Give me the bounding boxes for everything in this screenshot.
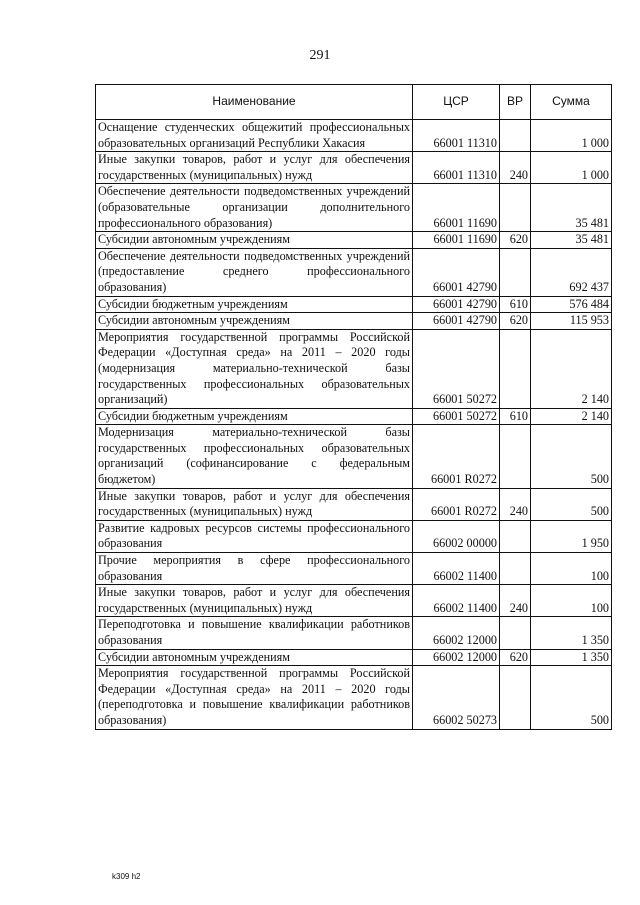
name-cell: Мероприятия государственной программы Российской Федерации «Доступная среда» на 2011 – 2020 годы (модернизация материально-технической базы государственных профессиональных образовательных организаций) bbox=[96, 329, 413, 408]
page-number: 291 bbox=[309, 48, 331, 63]
sum-cell: 1 350 bbox=[531, 649, 612, 666]
vr-cell: 620 bbox=[500, 313, 531, 330]
name-cell: Обеспечение деятельности подведомственных учреждений (предоставление среднего профессионального образования) bbox=[96, 248, 413, 296]
name-cell: Переподготовка и повышение квалификации работников образования bbox=[96, 617, 413, 649]
table-row bbox=[96, 184, 612, 232]
name-cell: Субсидии автономным учреждениям bbox=[96, 232, 413, 249]
name-cell: Субсидии автономным учреждениям bbox=[96, 649, 413, 666]
table-row bbox=[96, 313, 612, 330]
csr-cell: 66001 R0272 bbox=[413, 488, 500, 520]
name-cell: Иные закупки товаров, работ и услуг для обеспечения государственных (муниципальных) нужд bbox=[96, 152, 413, 184]
sum-cell: 1 950 bbox=[531, 520, 612, 552]
csr-cell: 66001 11310 bbox=[413, 152, 500, 184]
sum-cell: 500 bbox=[531, 488, 612, 520]
vr-cell: 610 bbox=[500, 296, 531, 313]
name-cell: Субсидии бюджетным учреждениям bbox=[96, 408, 413, 425]
table-row bbox=[96, 329, 612, 408]
header-name: Наименование bbox=[96, 85, 413, 120]
name-cell: Иные закупки товаров, работ и услуг для обеспечения государственных (муниципальных) нужд bbox=[96, 585, 413, 617]
vr-cell: 620 bbox=[500, 232, 531, 249]
name-cell: Субсидии автономным учреждениям bbox=[96, 313, 413, 330]
csr-cell: 66002 12000 bbox=[413, 649, 500, 666]
budget-table bbox=[95, 84, 612, 730]
csr-cell: 66001 R0272 bbox=[413, 425, 500, 488]
footer-code: k309 h2 bbox=[112, 872, 141, 881]
name-cell: Развитие кадровых ресурсов системы профессионального образования bbox=[96, 520, 413, 552]
csr-cell: 66002 12000 bbox=[413, 617, 500, 649]
sum-cell: 100 bbox=[531, 585, 612, 617]
name-cell: Обеспечение деятельности подведомственных учреждений (образовательные организации дополнительного профессионального образования) bbox=[96, 184, 413, 232]
table-row bbox=[96, 488, 612, 520]
vr-cell bbox=[500, 520, 531, 552]
csr-cell: 66002 11400 bbox=[413, 585, 500, 617]
sum-cell: 500 bbox=[531, 425, 612, 488]
csr-cell: 66001 42790 bbox=[413, 248, 500, 296]
table-row bbox=[96, 296, 612, 313]
sum-cell: 100 bbox=[531, 553, 612, 585]
table-header-row bbox=[96, 85, 612, 120]
sum-cell: 500 bbox=[531, 666, 612, 729]
sum-cell: 35 481 bbox=[531, 184, 612, 232]
table-row bbox=[96, 585, 612, 617]
name-cell: Субсидии бюджетным учреждениям bbox=[96, 296, 413, 313]
sum-cell: 35 481 bbox=[531, 232, 612, 249]
sum-cell: 2 140 bbox=[531, 329, 612, 408]
name-cell: Мероприятия государственной программы Российской Федерации «Доступная среда» на 2011 – 2020 годы (переподготовка и повышение квалификации работников образования) bbox=[96, 666, 413, 729]
header-vr: ВР bbox=[500, 85, 531, 120]
vr-cell bbox=[500, 248, 531, 296]
vr-cell: 240 bbox=[500, 152, 531, 184]
csr-cell: 66002 11400 bbox=[413, 553, 500, 585]
name-cell: Оснащение студенческих общежитий профессиональных образовательных организаций Республики Хакасия bbox=[96, 120, 413, 152]
vr-cell: 620 bbox=[500, 649, 531, 666]
csr-cell: 66001 50272 bbox=[413, 408, 500, 425]
name-cell: Прочие мероприятия в сфере профессионального образования bbox=[96, 553, 413, 585]
table-row bbox=[96, 425, 612, 488]
sum-cell: 576 484 bbox=[531, 296, 612, 313]
csr-cell: 66002 00000 bbox=[413, 520, 500, 552]
table-row bbox=[96, 553, 612, 585]
sum-cell: 2 140 bbox=[531, 408, 612, 425]
vr-cell: 610 bbox=[500, 408, 531, 425]
table-row bbox=[96, 617, 612, 649]
csr-cell: 66001 11690 bbox=[413, 184, 500, 232]
vr-cell bbox=[500, 425, 531, 488]
vr-cell: 240 bbox=[500, 488, 531, 520]
table-body bbox=[96, 120, 612, 730]
csr-cell: 66001 11690 bbox=[413, 232, 500, 249]
csr-cell: 66001 42790 bbox=[413, 313, 500, 330]
vr-cell: 240 bbox=[500, 585, 531, 617]
name-cell: Иные закупки товаров, работ и услуг для обеспечения государственных (муниципальных) нужд bbox=[96, 488, 413, 520]
name-cell: Модернизация материально-технической базы государственных профессиональных образовательных организаций (софинансирование с федеральным бюджетом) bbox=[96, 425, 413, 488]
vr-cell bbox=[500, 329, 531, 408]
header-csr: ЦСР bbox=[413, 85, 500, 120]
sum-cell: 1 350 bbox=[531, 617, 612, 649]
table-row bbox=[96, 666, 612, 729]
csr-cell: 66002 50273 bbox=[413, 666, 500, 729]
vr-cell bbox=[500, 184, 531, 232]
table-row bbox=[96, 232, 612, 249]
table-row bbox=[96, 120, 612, 152]
vr-cell bbox=[500, 666, 531, 729]
table-row bbox=[96, 408, 612, 425]
vr-cell bbox=[500, 553, 531, 585]
csr-cell: 66001 42790 bbox=[413, 296, 500, 313]
header-sum: Сумма bbox=[531, 85, 612, 120]
sum-cell: 1 000 bbox=[531, 152, 612, 184]
sum-cell: 115 953 bbox=[531, 313, 612, 330]
csr-cell: 66001 11310 bbox=[413, 120, 500, 152]
sum-cell: 692 437 bbox=[531, 248, 612, 296]
vr-cell bbox=[500, 617, 531, 649]
vr-cell bbox=[500, 120, 531, 152]
table-row bbox=[96, 649, 612, 666]
table-row bbox=[96, 248, 612, 296]
sum-cell: 1 000 bbox=[531, 120, 612, 152]
table-row bbox=[96, 152, 612, 184]
table-row bbox=[96, 520, 612, 552]
csr-cell: 66001 50272 bbox=[413, 329, 500, 408]
